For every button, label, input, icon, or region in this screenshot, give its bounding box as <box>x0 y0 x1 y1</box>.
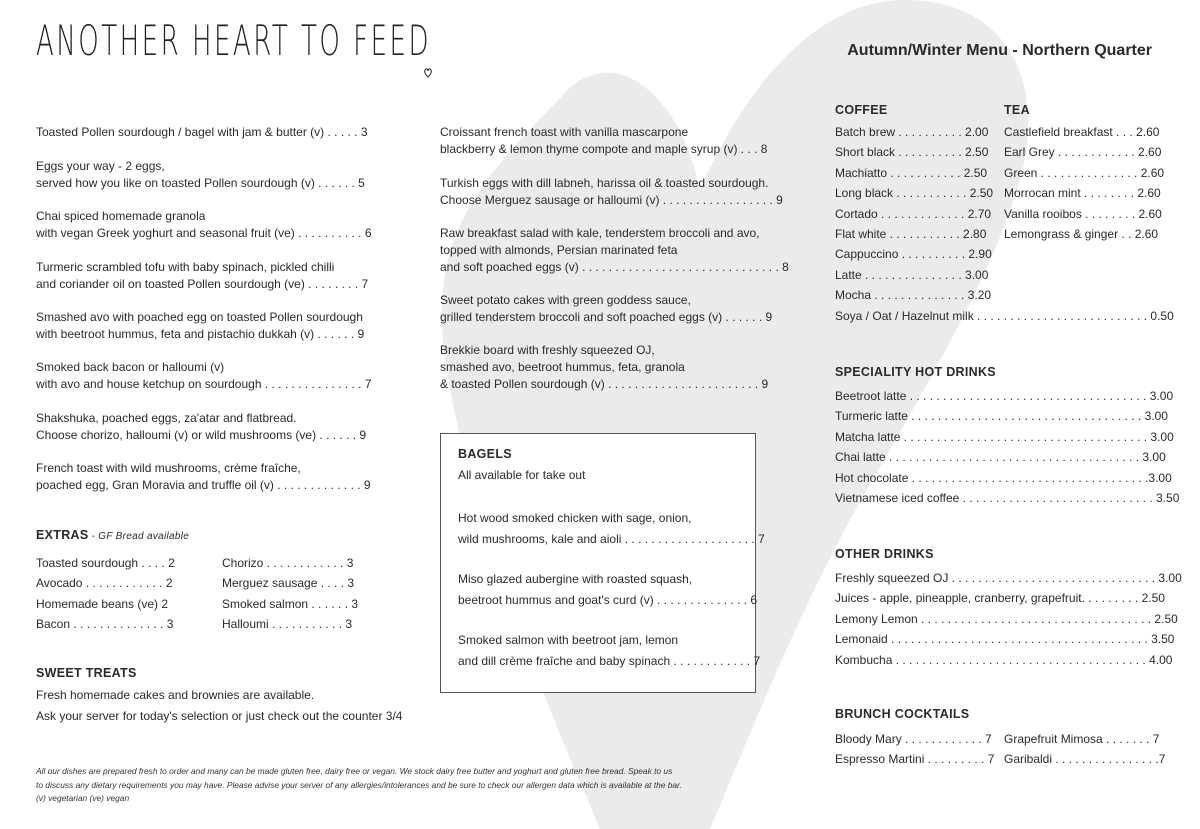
speciality-item: Turmeric latte . . . . . . . . . . . . . . . . . . . . . . . . . . . . . . . . . . . 3.00 <box>835 409 1168 424</box>
bagel-item-line: wild mushrooms, kale and aioli . . . . . . . . . . . . . . . . . . . . 7 <box>458 531 765 546</box>
extras-item: Chorizo . . . . . . . . . . . . 3 <box>222 556 354 570</box>
menu-item-line: Eggs your way - 2 eggs, <box>36 159 165 173</box>
coffee-item: Cortado . . . . . . . . . . . . . 2.70 <box>835 206 992 221</box>
extras-item: Merguez sausage . . . . 3 <box>222 576 355 591</box>
other-drinks-list <box>835 568 1182 670</box>
tea-item: Lemongrass & ginger . . 2.60 <box>1004 227 1159 242</box>
cocktails-list-left <box>835 729 994 770</box>
speciality-item: Hot chocolate . . . . . . . . . . . . . . . . . . . . . . . . . . . . . . . . . . . .3.00 <box>835 470 1172 485</box>
milk-option-line: Soya / Oat / Hazelnut milk . . . . . . . . . . . . . . . . . . . . . . . . . . 0.50 <box>835 309 1174 323</box>
menu-item-line: and coriander oil on toasted Pollen sourdough (ve) . . . . . . . . 7 <box>36 277 369 291</box>
menu-item-line: smashed avo, beetroot hummus, feta, granola <box>440 360 685 374</box>
menu-item-line: with beetroot hummus, feta and pistachio dukkah (v) . . . . . . 9 <box>36 327 365 341</box>
coffee-item: Short black . . . . . . . . . . 2.50 <box>835 145 989 160</box>
speciality-item: Chai latte . . . . . . . . . . . . . . . . . . . . . . . . . . . . . . . . . . . . . . 3.00 <box>835 450 1166 465</box>
other-drinks-item: Juices - apple, pineapple, cranberry, grapefruit. . . . . . . . . 2.50 <box>835 591 1165 606</box>
menu-item-line: Shakshuka, poached eggs, za'atar and flatbread. <box>36 411 297 425</box>
menu-item-line: Chai spiced homemade granola <box>36 209 206 223</box>
coffee-item: Machiatto . . . . . . . . . . . 2.50 <box>835 165 988 180</box>
extras-item: Toasted sourdough . . . . 2 <box>36 556 175 570</box>
tea-item: Castlefield breakfast . . . 2.60 <box>1004 125 1160 139</box>
extras-list-left <box>36 553 175 635</box>
menu-item-line: Sweet potato cakes with green goddess sauce, <box>440 293 691 307</box>
menu-item <box>36 460 371 494</box>
bagel-item-line: Hot wood smoked chicken with sage, onion, <box>458 511 692 525</box>
extras-heading <box>36 528 189 542</box>
other-drinks-item: Kombucha . . . . . . . . . . . . . . . . . . . . . . . . . . . . . . . . . . . . . . 4.00 <box>835 652 1173 667</box>
coffee-item: Batch brew . . . . . . . . . . 2.00 <box>835 125 989 139</box>
sweet-treats-title: SWEET TREATS <box>36 666 137 680</box>
menu-item-line: and soft poached eggs (v) . . . . . . . . . . . . . . . . . . . . . . . . . . . . . . 8 <box>440 260 789 274</box>
other-drinks-item: Lemonaid . . . . . . . . . . . . . . . . . . . . . . . . . . . . . . . . . . . . . . . 3.50 <box>835 632 1175 647</box>
other-drinks-item: Lemony Lemon . . . . . . . . . . . . . . . . . . . . . . . . . . . . . . . . . . . 2.50 <box>835 611 1178 626</box>
speciality-item: Matcha latte . . . . . . . . . . . . . . . . . . . . . . . . . . . . . . . . . . . . . 3.00 <box>835 429 1174 444</box>
menu-item <box>440 342 768 393</box>
menu-item <box>36 124 368 141</box>
extras-item: Smoked salmon . . . . . . 3 <box>222 596 359 611</box>
extras-title: EXTRAS <box>36 528 89 542</box>
sweet-treats-line: Fresh homemade cakes and brownies are available. <box>36 688 315 702</box>
menu-item-line: Croissant french toast with vanilla mascarpone <box>440 125 689 139</box>
tea-item: Morrocan mint . . . . . . . . 2.60 <box>1004 186 1161 201</box>
extras-item: Homemade beans (ve) 2 <box>36 596 169 611</box>
menu-item-line: Brekkie board with freshly squeezed OJ, <box>440 343 655 357</box>
menu-item-line: Raw breakfast salad with kale, tenderstem broccoli and avo, <box>440 226 760 240</box>
menu-item-line: poached egg, Gran Moravia and truffle oil (v) . . . . . . . . . . . . . 9 <box>36 478 371 492</box>
extras-note: - GF Bread available <box>88 531 190 542</box>
menu-item-line: Toasted Pollen sourdough / bagel with jam & butter (v) . . . . . 3 <box>36 125 368 139</box>
cocktails-list-right <box>1004 729 1165 770</box>
coffee-item: Flat white . . . . . . . . . . . 2.80 <box>835 227 987 242</box>
other-drinks-title: OTHER DRINKS <box>835 547 934 561</box>
menu-item-line: Choose chorizo, halloumi (v) or wild mushrooms (ve) . . . . . . 9 <box>36 428 367 442</box>
menu-item <box>440 124 767 158</box>
tea-item: Earl Grey . . . . . . . . . . . . 2.60 <box>1004 145 1162 160</box>
sweet-treats-text <box>36 685 402 726</box>
footnote-line: to discuss any dietary requirements you may have. Please advise your server of any allergies/intolerances and be sure to check our allergen data which is available at the bar. <box>36 779 682 790</box>
bagel-item-line: Smoked salmon with beetroot jam, lemon <box>458 633 679 647</box>
menu-item <box>36 410 366 444</box>
menu-subtitle: Autumn/Winter Menu - Northern Quarter <box>847 42 1152 59</box>
speciality-title: SPECIALITY HOT DRINKS <box>835 365 996 379</box>
menu-item-line: with avo and house ketchup on sourdough . . . . . . . . . . . . . . . 7 <box>36 377 372 391</box>
menu-item-line: with vegan Greek yoghurt and seasonal fruit (ve) . . . . . . . . . . 6 <box>36 226 372 240</box>
coffee-list <box>835 122 993 306</box>
menu-item-line: French toast with wild mushrooms, crème fraîche, <box>36 461 301 475</box>
logo-heart-icon <box>424 68 432 78</box>
bagels-box <box>440 433 765 693</box>
menu-item <box>440 175 783 209</box>
menu-item-line: blackberry & lemon thyme compote and maple syrup (v) . . . 8 <box>440 142 768 156</box>
footnote-line: All our dishes are prepared fresh to order and many can be made gluten free, dairy free or vegan. We stock dairy free butter and yoghurt and gluten free bread. Speak to us <box>36 766 673 776</box>
menu-item <box>36 158 365 192</box>
speciality-item: Beetroot latte . . . . . . . . . . . . . . . . . . . . . . . . . . . . . . . . . . . . 3.00 <box>835 389 1174 403</box>
speciality-list <box>835 386 1179 508</box>
footnote-line: (v) vegetarian (ve) vegan <box>36 793 130 803</box>
bagels-title: BAGELS <box>458 447 512 461</box>
menu-item <box>36 259 368 293</box>
menu-item <box>36 208 372 242</box>
menu-item <box>440 292 772 326</box>
bagel-item-line: beetroot hummus and goat's curd (v) . . . . . . . . . . . . . . 6 <box>458 592 758 607</box>
extras-item: Bacon . . . . . . . . . . . . . . 3 <box>36 617 174 632</box>
sweet-treats-line: Ask your server for today's selection or just check out the counter 3/4 <box>36 708 403 723</box>
extras-list-right <box>222 553 358 635</box>
bagel-item <box>458 508 765 549</box>
coffee-item: Mocha . . . . . . . . . . . . . . 3.20 <box>835 288 992 303</box>
bagel-item-line: Miso glazed aubergine with roasted squash, <box>458 572 693 586</box>
tea-item: Green . . . . . . . . . . . . . . . 2.60 <box>1004 165 1165 180</box>
allergen-footnote <box>36 765 696 806</box>
menu-item-line: Turkish eggs with dill labneh, harissa oil & toasted sourdough. <box>440 176 769 190</box>
other-drinks-item: Freshly squeezed OJ . . . . . . . . . . . . . . . . . . . . . . . . . . . . . . . 3.00 <box>835 571 1182 585</box>
tea-item: Vanilla rooibos . . . . . . . . 2.60 <box>1004 206 1162 221</box>
bagel-item <box>458 569 757 610</box>
menu-item <box>440 225 789 276</box>
menu-item-line: & toasted Pollen sourdough (v) . . . . . . . . . . . . . . . . . . . . . . . 9 <box>440 377 769 391</box>
coffee-item: Latte . . . . . . . . . . . . . . . 3.00 <box>835 267 989 282</box>
coffee-item: Cappuccino . . . . . . . . . . 2.90 <box>835 247 992 262</box>
menu-item-line: Turmeric scrambled tofu with baby spinach, pickled chilli <box>36 260 335 274</box>
menu-item <box>36 309 364 343</box>
menu-item-line: Smashed avo with poached egg on toasted Pollen sourdough <box>36 310 363 324</box>
speciality-item: Vietnamese iced coffee . . . . . . . . . . . . . . . . . . . . . . . . . . . . . 3.50 <box>835 491 1180 506</box>
cocktail-item: Garibaldi . . . . . . . . . . . . . . . .7 <box>1004 752 1166 767</box>
bagel-item-line: and dill crème fraîche and baby spinach . . . . . . . . . . . . 7 <box>458 653 761 668</box>
coffee-item: Long black . . . . . . . . . . . 2.50 <box>835 186 994 201</box>
menu-item <box>36 359 372 393</box>
extras-item: Halloumi . . . . . . . . . . . 3 <box>222 617 353 632</box>
coffee-title: COFFEE <box>835 103 888 117</box>
cocktail-item: Grapefruit Mimosa . . . . . . . 7 <box>1004 732 1160 746</box>
extras-item: Avocado . . . . . . . . . . . . 2 <box>36 576 173 591</box>
menu-item-line: topped with almonds, Persian marinated feta <box>440 243 678 257</box>
menu-item-line: Smoked back bacon or halloumi (v) <box>36 360 225 374</box>
menu-item-line: grilled tenderstem broccoli and soft poached eggs (v) . . . . . . 9 <box>440 310 773 324</box>
menu-item-line: served how you like on toasted Pollen sourdough (v) . . . . . . 5 <box>36 176 365 190</box>
cocktails-title: BRUNCH COCKTAILS <box>835 707 970 721</box>
tea-list <box>1004 122 1164 244</box>
cocktail-item: Bloody Mary . . . . . . . . . . . . 7 <box>835 732 992 746</box>
menu-item-line: Choose Merguez sausage or halloumi (v) . . . . . . . . . . . . . . . . . 9 <box>440 193 783 207</box>
bagels-subtitle: All available for take out <box>458 468 586 482</box>
bagel-item <box>458 630 760 671</box>
tea-title: TEA <box>1004 103 1030 117</box>
cocktail-item: Espresso Martini . . . . . . . . . 7 <box>835 752 995 767</box>
brand-logo: ANOTHER HEART TO FEED <box>36 16 432 65</box>
